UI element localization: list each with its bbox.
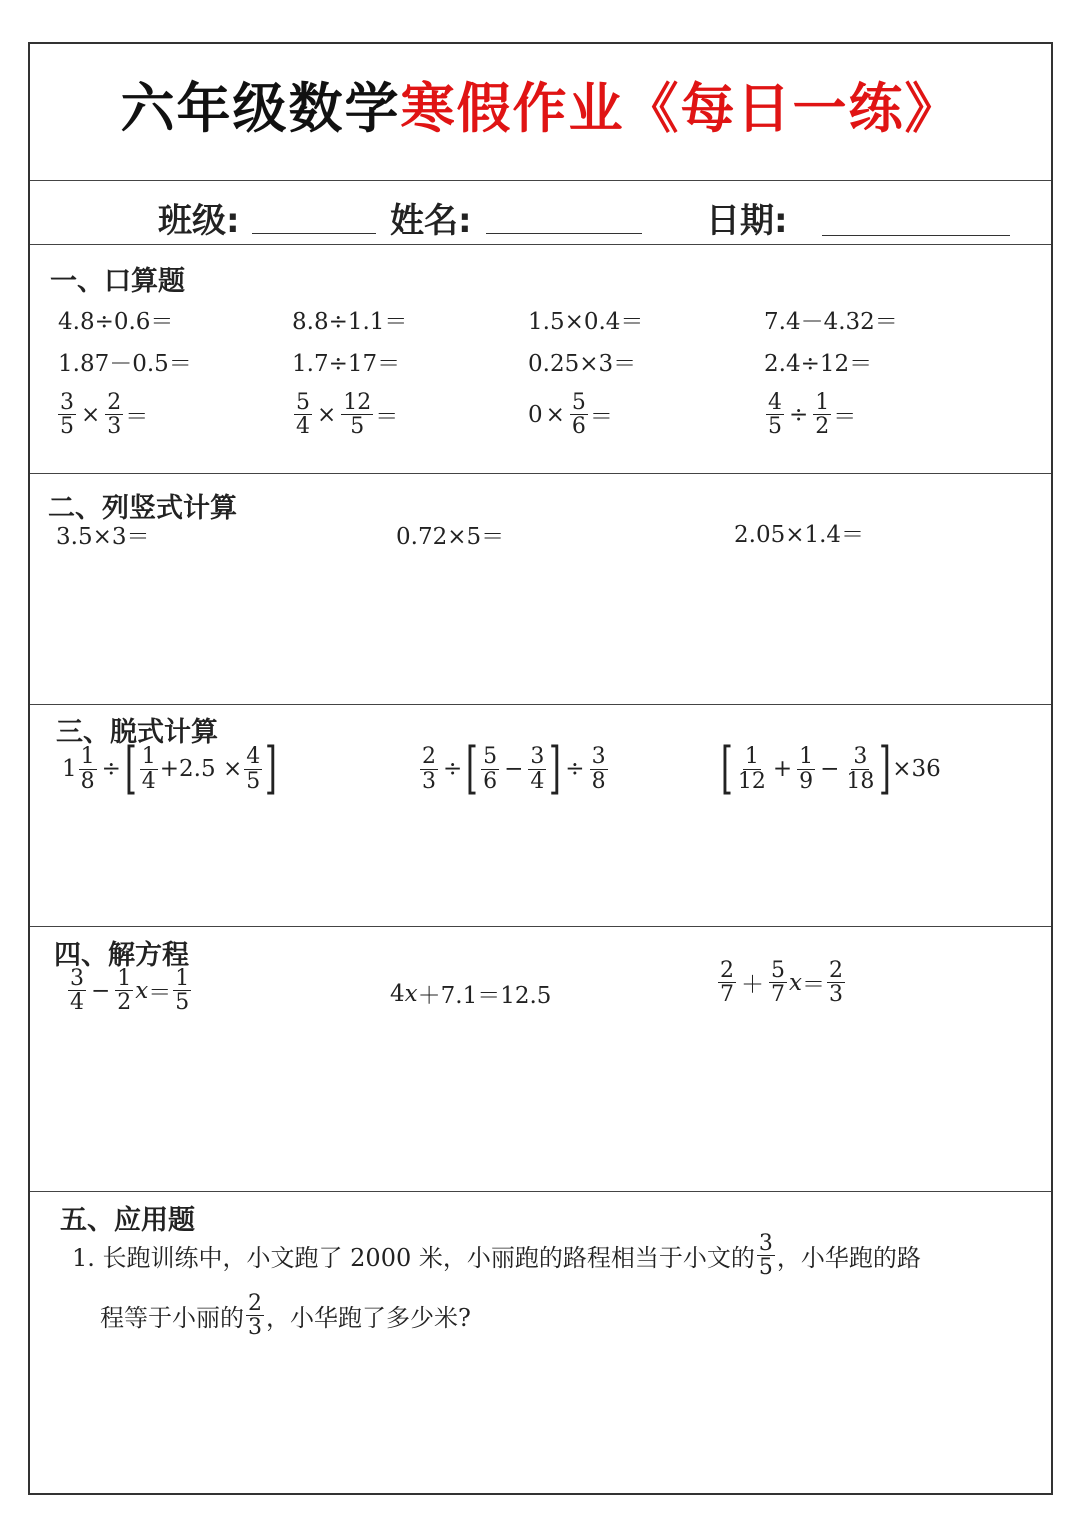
fraction: $\frac{5}{6}$ bbox=[483, 744, 498, 794]
date-label: 日期: bbox=[706, 201, 788, 241]
fraction-problem: 0 × $\frac{5}{6}$ ＝ bbox=[528, 390, 613, 440]
problem: 1.87－0.5＝ bbox=[58, 351, 192, 377]
equation: $\frac{2}{7}$ ＋ $\frac{5}{7}$ x ＝ $\frac{2}{3}$ bbox=[720, 958, 843, 1008]
fraction: $\frac{3}{5}$ bbox=[758, 1231, 773, 1281]
problem: 1.5×0.4＝ bbox=[528, 309, 644, 335]
fraction: $\frac{1}{5}$ bbox=[175, 966, 190, 1016]
fraction-problem: $\frac{5}{4}$ × $\frac{12}{5}$ ＝ bbox=[296, 390, 399, 440]
step-problem: 1 $\frac{1}{8}$ ÷ [ $\frac{1}{4}$ +2.5 × $\frac{4}{5}$ ] bbox=[62, 736, 278, 801]
class-blank[interactable] bbox=[252, 233, 376, 234]
fraction: $\frac{2}{3}$ bbox=[248, 1291, 262, 1341]
right-bracket: ] bbox=[879, 736, 892, 801]
problem: 7.4－4.32＝ bbox=[764, 309, 898, 335]
fraction: $\frac{2}{3}$ bbox=[422, 744, 436, 794]
fraction: $\frac{3}{4}$ bbox=[530, 744, 545, 794]
problem: 0.25×3＝ bbox=[528, 351, 637, 377]
left-bracket: [ bbox=[466, 736, 479, 801]
fraction: $\frac{1}{8}$ bbox=[80, 744, 95, 794]
right-bracket: ] bbox=[549, 736, 562, 801]
problem: 2.4÷12＝ bbox=[764, 351, 873, 377]
problem: 2.05×1.4＝ bbox=[734, 522, 865, 548]
problem: 3.5×3＝ bbox=[56, 524, 150, 550]
section-mental-math bbox=[30, 245, 1051, 474]
worksheet bbox=[28, 42, 1053, 1495]
problem: 1.7÷17＝ bbox=[292, 351, 401, 377]
problem: 8.8÷1.1＝ bbox=[292, 309, 408, 335]
fraction: $\frac{5}{4}$ bbox=[296, 390, 310, 440]
fraction: $\frac{2}{3}$ bbox=[828, 958, 843, 1008]
equation: 4 x ＋7.1＝12.5 bbox=[390, 980, 552, 1009]
section-title: 二、列竖式计算 bbox=[48, 493, 237, 524]
fraction: $\frac{1}{12}$ bbox=[737, 744, 766, 794]
equation: $\frac{3}{4}$ − $\frac{1}{2}$ x ＝ $\frac{1}{5}$ bbox=[70, 966, 190, 1016]
fraction: $\frac{12}{5}$ bbox=[343, 390, 372, 440]
fraction: $\frac{3}{4}$ bbox=[70, 966, 84, 1016]
fraction: $\frac{5}{7}$ bbox=[771, 958, 785, 1008]
section-title: 四、解方程 bbox=[54, 940, 189, 971]
fraction-problem: $\frac{4}{5}$ ÷ $\frac{1}{2}$ ＝ bbox=[768, 390, 857, 440]
section-title: 一、口算题 bbox=[50, 266, 185, 297]
fraction: $\frac{2}{7}$ bbox=[720, 958, 734, 1008]
info-row bbox=[30, 181, 1051, 245]
page-title bbox=[30, 66, 1051, 143]
section-title: 三、脱式计算 bbox=[56, 717, 218, 748]
fraction-problem: $\frac{3}{5}$ × $\frac{2}{3}$ ＝ bbox=[60, 390, 149, 440]
fraction: $\frac{3}{18}$ bbox=[846, 744, 875, 794]
fraction: $\frac{3}{8}$ bbox=[591, 744, 606, 794]
section-vertical-calc bbox=[30, 474, 1051, 705]
fraction: $\frac{2}{3}$ bbox=[107, 390, 122, 440]
step-problem: [ $\frac{1}{12}$ + $\frac{1}{9}$ − $\frac{3}{18}$ ] ×36 bbox=[720, 736, 941, 801]
fraction: $\frac{1}{2}$ bbox=[117, 966, 132, 1016]
word-problem-line-1: 1. 长跑训练中，小文跑了 2000 米，小丽跑的路程相当于小文的 $\frac{3}{5}$ ，小华跑的路 bbox=[72, 1231, 921, 1281]
name-blank[interactable] bbox=[486, 233, 642, 234]
left-bracket: [ bbox=[720, 736, 733, 801]
fraction: $\frac{1}{9}$ bbox=[799, 744, 814, 794]
section-equations bbox=[30, 927, 1051, 1192]
fraction: $\frac{4}{5}$ bbox=[246, 744, 261, 794]
section-word-problems bbox=[30, 1192, 1051, 1495]
date-blank[interactable] bbox=[822, 235, 1010, 236]
title-row bbox=[30, 44, 1051, 181]
problem: 0.72×5＝ bbox=[396, 524, 505, 550]
step-problem: $\frac{2}{3}$ ÷ [ $\frac{5}{6}$ − $\frac{3}{4}$ ] ÷ $\frac{3}{8}$ bbox=[422, 736, 606, 801]
word-problem-line-2: 程等于小丽的 $\frac{2}{3}$ ，小华跑了多少米? bbox=[100, 1291, 471, 1341]
fraction: $\frac{5}{6}$ bbox=[571, 390, 586, 440]
section-title: 五、应用题 bbox=[60, 1205, 195, 1236]
fraction: $\frac{4}{5}$ bbox=[768, 390, 782, 440]
left-bracket: [ bbox=[124, 736, 137, 801]
class-label: 班级: bbox=[158, 201, 240, 241]
fraction: $\frac{3}{5}$ bbox=[60, 390, 74, 440]
name-label: 姓名: bbox=[390, 201, 472, 241]
right-bracket: ] bbox=[265, 736, 278, 801]
fraction: $\frac{1}{4}$ bbox=[141, 744, 156, 794]
title-red-part: 寒假作业《每日一练》 bbox=[400, 77, 961, 140]
problem: 4.8÷0.6＝ bbox=[58, 309, 174, 335]
fraction: $\frac{1}{2}$ bbox=[815, 390, 830, 440]
section-step-calc bbox=[30, 705, 1051, 927]
title-black-part: 六年级数学 bbox=[120, 77, 401, 140]
